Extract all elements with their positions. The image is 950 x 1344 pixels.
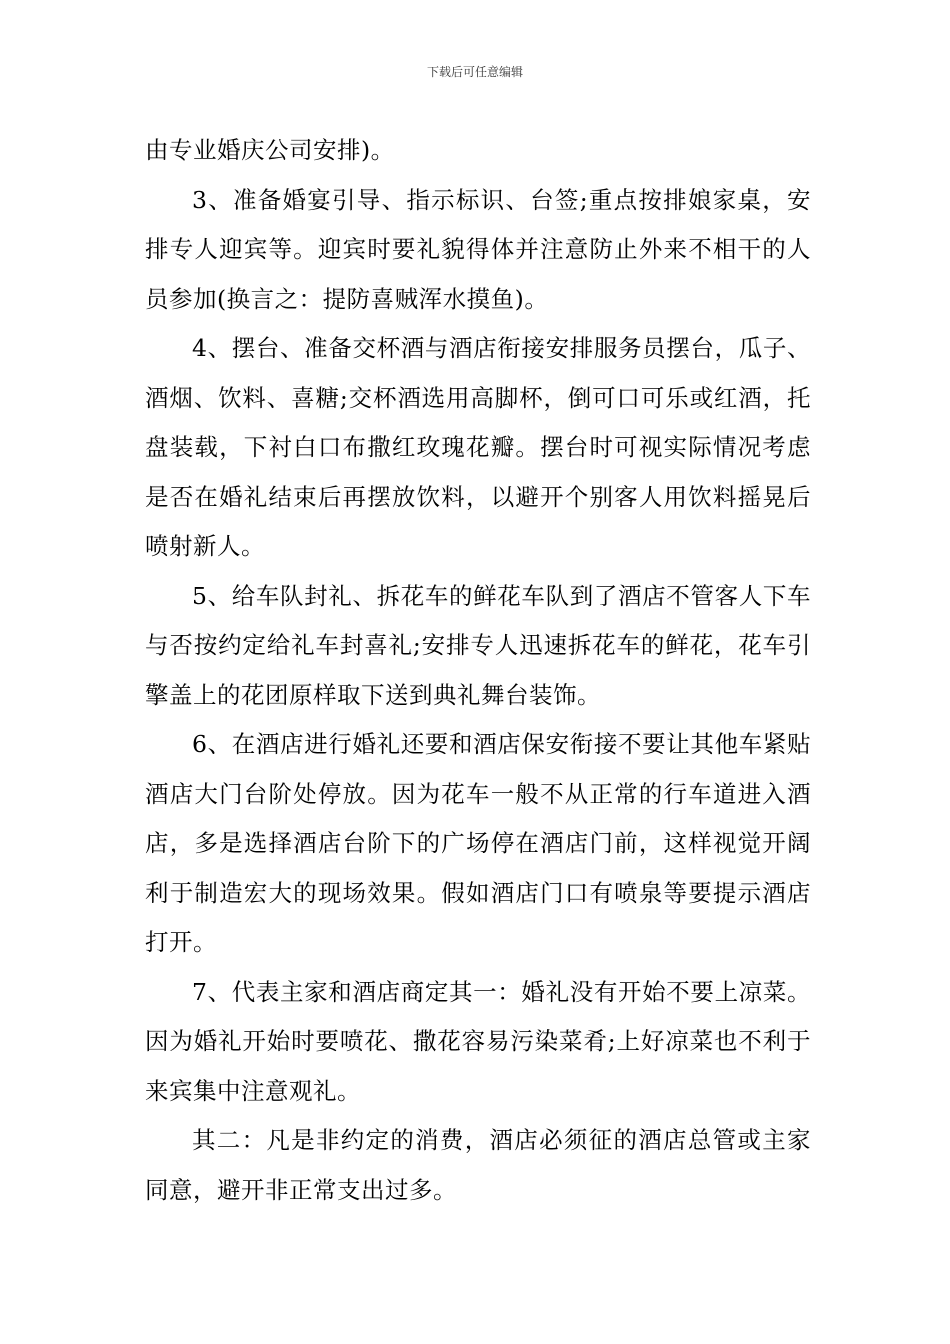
paragraph-item-5: 5、给车队封礼、拆花车的鲜花车队到了酒店不管客人下车与否按约定给礼车封喜礼;安排专人迅速拆花车的鲜花，花车引擎盖上的花团原样取下送到典礼舞台装饰。	[145, 581, 811, 709]
paragraph-item-7: 7、代表主家和酒店商定其一：婚礼没有开始不要上凉菜。因为婚礼开始时要喷花、撒花容易污染菜肴;上好凉菜也不利于来宾集中注意观礼。	[145, 977, 811, 1105]
paragraph-item-4: 4、摆台、准备交杯酒与酒店衔接安排服务员摆台，瓜子、酒烟、饮料、喜糖;交杯酒选用高脚杯，倒可口可乐或红酒，托盘装载，下衬白口布撒红玫瑰花瓣。摆台时可视实际情况考虑是否在婚礼结束后再摆放饮料，以避开个别客人用饮料摇晃后喷射新人。	[145, 334, 811, 560]
paragraph-item-6: 6、在酒店进行婚礼还要和酒店保安衔接不要让其他车紧贴酒店大门台阶处停放。因为花车一般不从正常的行车道进入酒店，多是选择酒店台阶下的广场停在酒店门前，这样视觉开阔利于制造宏大的现场效果。假如酒店门口有喷泉等要提示酒店打开。	[145, 730, 811, 956]
paragraph-item-3: 3、准备婚宴引导、指示标识、台签;重点按排娘家桌，安排专人迎宾等。迎宾时要礼貌得体并注意防止外来不相干的人员参加(换言之：提防喜贼浑水摸鱼)。	[145, 185, 811, 313]
page-header: 下载后可任意编辑	[426, 65, 523, 79]
paragraph-second-point: 其二：凡是非约定的消费，酒店必须征的酒店总管或主家同意，避开非正常支出过多。	[145, 1126, 811, 1204]
paragraph-continuation: 由专业婚庆公司安排)。	[145, 136, 395, 164]
document-body	[145, 126, 811, 1215]
